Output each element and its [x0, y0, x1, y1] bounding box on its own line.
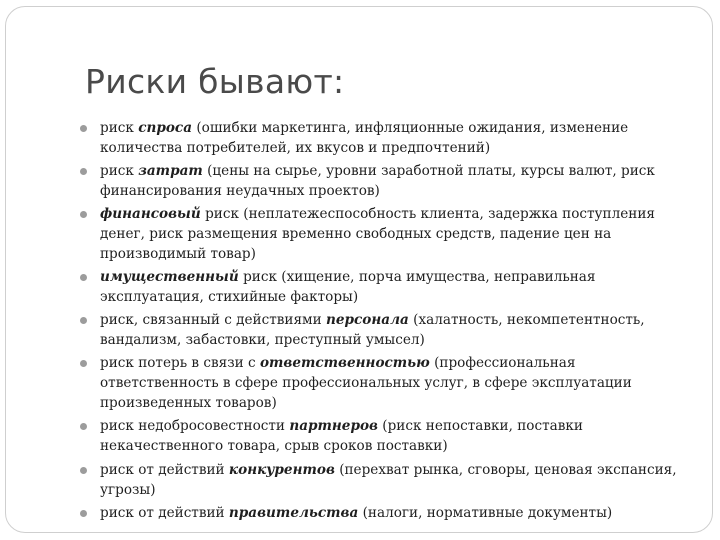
- bullet-text-segment: (цены на сырье, уровни заработной платы, курсы валют, риск финансирования неудачных проектов): [100, 163, 655, 199]
- slide-title: Риски бывают:: [85, 62, 345, 101]
- bullet-keyword: финансовый: [100, 206, 201, 222]
- bullet-dot-icon: [80, 423, 87, 430]
- bullet-keyword: конкурентов: [228, 462, 335, 478]
- bullet-text: [100, 312, 645, 348]
- bullet-dot-icon: [80, 510, 87, 517]
- bullet-item: [80, 267, 680, 307]
- bullet-item: [80, 310, 680, 350]
- bullet-text: [100, 269, 596, 305]
- bullet-text: [100, 505, 612, 521]
- bullet-keyword: партнеров: [289, 418, 378, 434]
- bullet-keyword: имущественный: [100, 269, 239, 285]
- bullet-item: [80, 416, 680, 456]
- bullet-dot-icon: [80, 168, 87, 175]
- bullet-item: [80, 204, 680, 264]
- bullet-text-segment: риск потерь в связи с: [100, 355, 260, 371]
- bullet-dot-icon: [80, 317, 87, 324]
- bullet-text: [100, 163, 655, 199]
- bullet-dot-icon: [80, 125, 87, 132]
- bullet-text: [100, 355, 632, 411]
- bullet-text-segment: (налоги, нормативные документы): [358, 505, 613, 521]
- bullet-keyword: ответственностью: [259, 355, 430, 371]
- bullet-text: [100, 418, 583, 454]
- bullet-item: [80, 503, 680, 523]
- bullet-text-segment: (риск непоставки, поставки некачественного товара, срыв сроков поставки): [100, 418, 583, 454]
- bullet-text-segment: риск, связанный с действиями: [100, 312, 326, 328]
- bullet-text-segment: (перехват рынка, сговоры, ценовая экспансия, угрозы): [100, 462, 677, 498]
- bullet-text-segment: риск (неплатежеспособность клиента, задержка поступления денег, риск размещения временно свободных средств, падение цен на производимый товар): [100, 206, 655, 262]
- bullet-text-segment: риск (хищение, порча имущества, неправильная эксплуатация, стихийные факторы): [100, 269, 596, 305]
- bullet-dot-icon: [80, 274, 87, 281]
- bullet-dot-icon: [80, 211, 87, 218]
- bullet-dot-icon: [80, 467, 87, 474]
- bullet-text: [100, 462, 677, 498]
- bullet-text-segment: (ошибки маркетинга, инфляционные ожидания, изменение количества потребителей, их вкусов и предпочтений): [100, 120, 629, 156]
- bullet-item: [80, 118, 680, 158]
- bullet-item: [80, 460, 680, 500]
- bullet-text-segment: (профессиональная ответственность в сфере профессиональных услуг, в сфере эксплуатации произведенных товаров): [100, 355, 632, 411]
- bullet-keyword: правительства: [228, 505, 359, 521]
- bullet-text-segment: риск от действий: [100, 462, 229, 478]
- bullet-text-segment: риск: [100, 120, 139, 136]
- bullet-keyword: персонала: [325, 312, 409, 328]
- bullet-text: [100, 206, 655, 262]
- bullet-keyword: затрат: [138, 163, 203, 179]
- bullet-text-segment: (халатность, некомпетентность, вандализм, забастовки, преступный умысел): [100, 312, 645, 348]
- risk-bullet-list: [80, 118, 680, 526]
- bullet-keyword: спроса: [138, 120, 193, 136]
- bullet-text-segment: риск от действий: [100, 505, 229, 521]
- bullet-text-segment: риск недобросовестности: [100, 418, 290, 434]
- bullet-text: [100, 120, 628, 156]
- bullet-text-segment: риск: [100, 163, 139, 179]
- bullet-dot-icon: [80, 360, 87, 367]
- bullet-item: [80, 161, 680, 201]
- bullet-item: [80, 353, 680, 413]
